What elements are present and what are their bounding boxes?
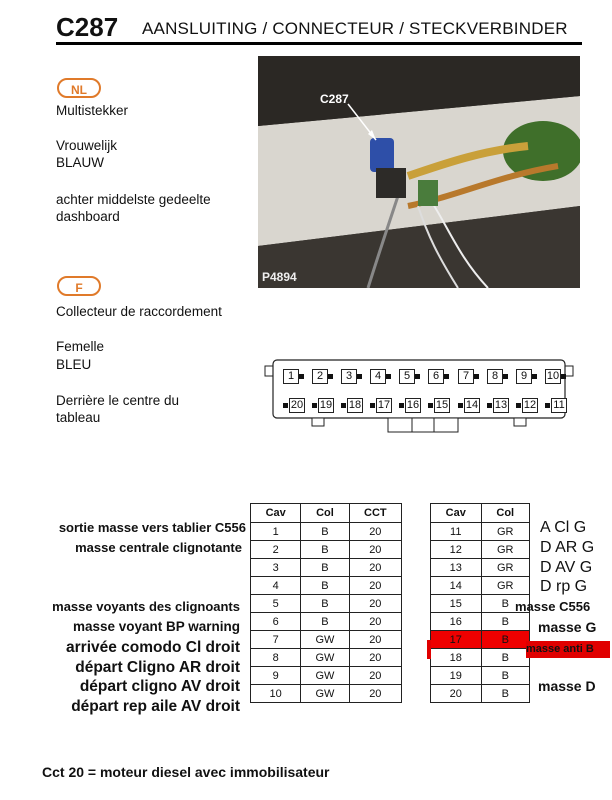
cell-cav: 5 — [251, 595, 301, 613]
photo-callout-label: C287 — [320, 92, 349, 106]
pin-description: D AR G — [540, 538, 595, 556]
pin-description: arrivée comodo Cl droit — [66, 638, 240, 656]
pin-description: D AV G — [540, 558, 593, 576]
table-row — [251, 559, 402, 577]
connector-code: C287 — [56, 12, 119, 42]
table-row — [431, 685, 530, 703]
pin-7: 7 — [458, 369, 474, 384]
pin-contact — [328, 374, 333, 379]
pin-contact — [299, 374, 304, 379]
photo-illustration — [258, 56, 580, 288]
pin-contact — [399, 403, 404, 408]
highlight-bar — [427, 640, 431, 659]
pin-14: 14 — [465, 399, 479, 411]
table-row — [251, 649, 402, 667]
col-header-cav: Cav — [431, 504, 482, 523]
pin-16: 16 — [406, 399, 420, 411]
cell-col: GW — [301, 649, 349, 667]
table-row — [431, 577, 530, 595]
cell-col: GR — [481, 541, 530, 559]
pin-18: 18 — [348, 399, 362, 411]
pin-9: 9 — [516, 369, 532, 384]
pin-contact — [341, 403, 346, 408]
photo-reference: P4894 — [262, 270, 297, 284]
cell-cav: 2 — [251, 541, 301, 559]
cell-cav: 3 — [251, 559, 301, 577]
cell-col: B — [481, 595, 530, 613]
pin-15: 15 — [435, 399, 449, 411]
pin-contact — [532, 374, 537, 379]
cell-cct: 20 — [349, 595, 401, 613]
pin-20: 20 — [290, 399, 304, 411]
fr-color: BLEU — [56, 357, 92, 372]
cell-cav: 20 — [431, 685, 482, 703]
nl-gender: Vrouwelijk — [56, 138, 118, 153]
cell-cav: 7 — [251, 631, 301, 649]
footnote: Cct 20 = moteur diesel avec immobilisateur — [42, 764, 330, 780]
table-row — [431, 667, 530, 685]
fr-location-1: Derrière le centre du — [56, 393, 180, 408]
cell-cav: 9 — [251, 667, 301, 685]
cell-cct: 20 — [349, 613, 401, 631]
page-header — [56, 12, 582, 45]
cell-cct: 20 — [349, 577, 401, 595]
cell-col: B — [301, 559, 349, 577]
pin-description: masse D — [538, 678, 596, 695]
pin-contact — [312, 403, 317, 408]
cell-col: GR — [481, 559, 530, 577]
pin-description: sortie masse vers tablier C556 — [58, 520, 246, 535]
connector-photo — [258, 56, 580, 288]
pin-contact — [545, 403, 550, 408]
table-row — [431, 559, 530, 577]
pin-contact — [458, 403, 463, 408]
cell-cct: 20 — [349, 559, 401, 577]
pin-10: 10 — [546, 370, 560, 382]
pin-1: 1 — [283, 369, 299, 384]
table-row — [251, 667, 402, 685]
pin-19: 19 — [319, 399, 333, 411]
fr-badge: F — [57, 276, 101, 296]
cell-col: GR — [481, 523, 530, 541]
pin-description: départ Cligno AR droit — [75, 658, 240, 676]
pin-contact — [487, 403, 492, 408]
pin-3: 3 — [341, 369, 357, 384]
pin-4: 4 — [370, 369, 386, 384]
table-row — [251, 523, 402, 541]
pin-description: masse anti B — [526, 641, 610, 658]
table-row — [251, 631, 402, 649]
table-row — [251, 577, 402, 595]
pin-description: A Cl G — [540, 519, 587, 536]
cell-col: B — [301, 577, 349, 595]
cell-col: B — [481, 685, 530, 703]
cell-col: B — [481, 631, 530, 649]
pin-contact — [428, 403, 433, 408]
cell-cav: 12 — [431, 541, 482, 559]
cell-cct: 20 — [349, 523, 401, 541]
pin-contact — [503, 374, 508, 379]
cell-cav: 10 — [251, 685, 301, 703]
table-row — [251, 613, 402, 631]
pin-8: 8 — [487, 369, 503, 384]
col-header-col: Col — [481, 504, 530, 523]
cell-col: B — [301, 541, 349, 559]
pin-contact — [357, 374, 362, 379]
fr-location-2: tableau — [56, 410, 101, 425]
pin-description: masse C556 — [515, 599, 591, 615]
cell-cct: 20 — [349, 541, 401, 559]
cell-cct: 20 — [349, 631, 401, 649]
cell-cct: 20 — [349, 649, 401, 667]
pin-12: 12 — [523, 399, 537, 411]
pin-contact — [370, 403, 375, 408]
left-pin-table — [250, 503, 402, 703]
pin-contact — [561, 374, 566, 379]
pin-description: masse G — [538, 619, 597, 635]
cell-cav: 14 — [431, 577, 482, 595]
pin-2: 2 — [312, 369, 328, 384]
fr-type: Collecteur de raccordement — [56, 304, 222, 319]
cell-cav: 19 — [431, 667, 482, 685]
pin-description: départ cligno AV droit — [79, 678, 240, 696]
pin-description: D rp G — [540, 578, 588, 596]
cell-cav: 17 — [431, 631, 482, 649]
table-row — [431, 523, 530, 541]
connector-outline — [264, 356, 574, 436]
cell-cav: 13 — [431, 559, 482, 577]
cell-col: B — [481, 649, 530, 667]
nl-type: Multistekker — [56, 103, 129, 118]
pin-11: 11 — [551, 398, 567, 413]
pin-contact — [386, 374, 391, 379]
pin-contact — [516, 403, 521, 408]
col-header-cct: CCT — [349, 504, 401, 523]
cell-cav: 16 — [431, 613, 482, 631]
table-row — [251, 541, 402, 559]
nl-location-2: dashboard — [56, 209, 120, 224]
connector-diagram — [264, 356, 574, 436]
table-row — [431, 631, 530, 649]
cell-col: B — [481, 667, 530, 685]
cell-col: B — [301, 613, 349, 631]
nl-badge: NL — [57, 78, 101, 98]
cell-col: GW — [301, 631, 349, 649]
pin-5: 5 — [399, 369, 415, 384]
cell-col: GW — [301, 667, 349, 685]
pin-contact — [474, 374, 479, 379]
cell-col: B — [301, 595, 349, 613]
table-row — [431, 541, 530, 559]
cell-cav: 6 — [251, 613, 301, 631]
pin-description: masse voyant BP warning — [72, 619, 240, 634]
table-row — [251, 595, 402, 613]
cell-col: B — [481, 613, 530, 631]
cell-cct: 20 — [349, 685, 401, 703]
cell-cav: 4 — [251, 577, 301, 595]
cell-cav: 8 — [251, 649, 301, 667]
col-header-cav: Cav — [251, 504, 301, 523]
cell-col: B — [301, 523, 349, 541]
pin-contact — [444, 374, 449, 379]
pin-description: masse voyants des clignoants — [52, 599, 240, 615]
table-row — [251, 685, 402, 703]
cell-cav: 11 — [431, 523, 482, 541]
pin-13: 13 — [494, 399, 508, 411]
cell-col: GR — [481, 577, 530, 595]
page-title: AANSLUITING / CONNECTEUR / STECKVERBINDER — [142, 19, 568, 38]
table-row — [431, 613, 530, 631]
table-row — [431, 649, 530, 667]
cell-cav: 18 — [431, 649, 482, 667]
fr-gender: Femelle — [56, 339, 105, 354]
pin-6: 6 — [428, 369, 444, 384]
cell-cav: 15 — [431, 595, 482, 613]
cell-col: GW — [301, 685, 349, 703]
col-header-col: Col — [301, 504, 349, 523]
pin-contact — [283, 403, 288, 408]
pin-17: 17 — [377, 399, 391, 411]
pin-description: départ rep aile AV droit — [71, 698, 240, 716]
cell-cct: 20 — [349, 667, 401, 685]
pin-description: masse centrale clignotante — [75, 539, 242, 555]
nl-color: BLAUW — [56, 155, 105, 170]
cell-cav: 1 — [251, 523, 301, 541]
nl-location-1: achter middelste gedeelte — [56, 192, 211, 207]
pin-contact — [415, 374, 420, 379]
